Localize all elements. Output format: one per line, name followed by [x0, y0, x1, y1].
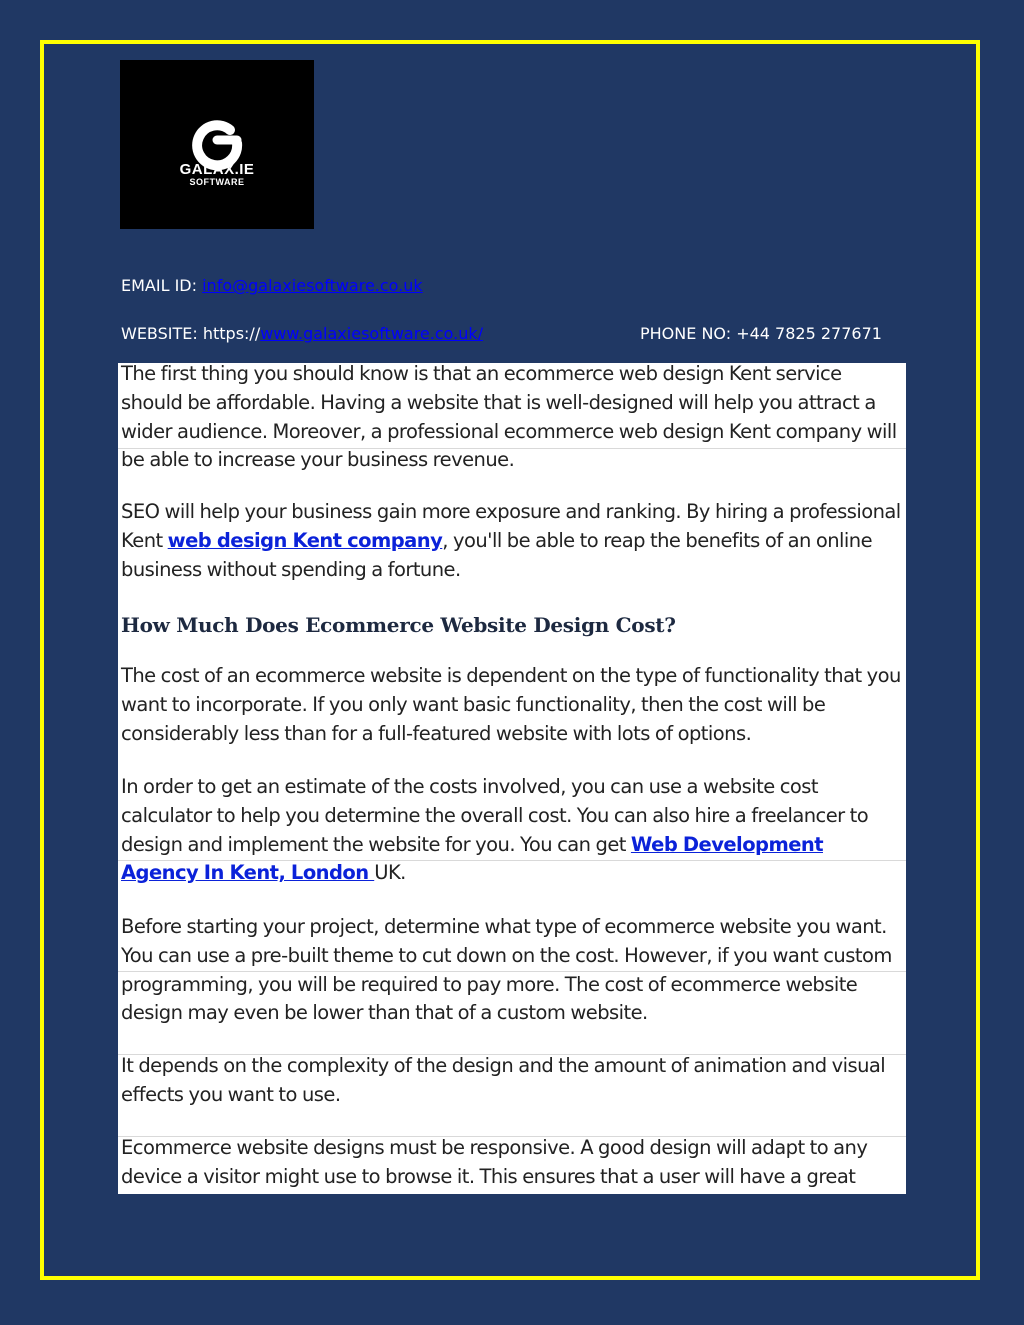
- email-link[interactable]: info@galaxiesoftware.co.uk: [202, 276, 423, 295]
- paragraph-4-text: In order to get an estimate of the costs involved, you can use a website cost calculator to help you determine the overall cost. You can also hire a freelancer to design and implement the website for you. You can get: [121, 775, 869, 856]
- galaxie-g-icon: [120, 60, 314, 229]
- web-development-agency-link[interactable]: Web Development Agency In Kent, London: [121, 832, 823, 885]
- paragraph-5: Before starting your project, determine what type of ecommerce website you want. You can use a pre-built theme to cut down on the cost. However, if you want custom programming, you will be required to pay more. The cost of ecommerce website design may even be lower than that of a custom website.: [121, 915, 892, 1025]
- email-label: EMAIL ID:: [121, 276, 198, 295]
- company-logo: [120, 60, 314, 229]
- logo-wordmark: GALAX.IE: [179, 161, 255, 178]
- paragraph-6: It depends on the complexity of the design and the amount of animation and visual effects you want to use.: [121, 1054, 886, 1106]
- website-link[interactable]: www.galaxiesoftware.co.uk/: [260, 324, 484, 343]
- paragraph-2-text-end: , you'll be able to reap the benefits of an online business without spending a fortune.: [121, 528, 873, 581]
- paragraph-7: Ecommerce website designs must be responsive. A good design will adapt to any device a visitor might use to browse it. This ensures that a user will have a great: [121, 1136, 868, 1188]
- section-heading: How Much Does Ecommerce Website Design Cost?: [121, 613, 676, 637]
- paragraph-4-text-end: UK.: [374, 861, 406, 885]
- paragraph-1: The first thing you should know is that an ecommerce web design Kent service should be affordable. Having a website that is well-designed will help you attract a wider audience. Moreover, a professional ecommerce web design Kent company will be able to increase your business revenue.: [121, 363, 897, 472]
- website-label: WEBSITE: https://: [121, 324, 261, 343]
- paragraph-3: The cost of an ecommerce website is dependent on the type of functionality that you want to incorporate. If you only want basic functionality, then the cost will be considerably less than for a full-featured website with lots of options.: [121, 664, 901, 745]
- web-design-kent-link[interactable]: web design Kent company: [167, 528, 443, 552]
- website-row: [121, 324, 483, 344]
- article-body: [118, 363, 906, 1194]
- phone-number: PHONE NO: +44 7825 277671: [640, 324, 882, 343]
- logo-subtitle: SOFTWARE: [189, 177, 245, 187]
- email-row: [121, 276, 423, 296]
- paragraph-4: [121, 773, 905, 888]
- paragraph-2: [121, 498, 905, 584]
- paragraph-2-text: SEO will help your business gain more exposure and ranking. By hiring a professional Kent: [121, 500, 901, 552]
